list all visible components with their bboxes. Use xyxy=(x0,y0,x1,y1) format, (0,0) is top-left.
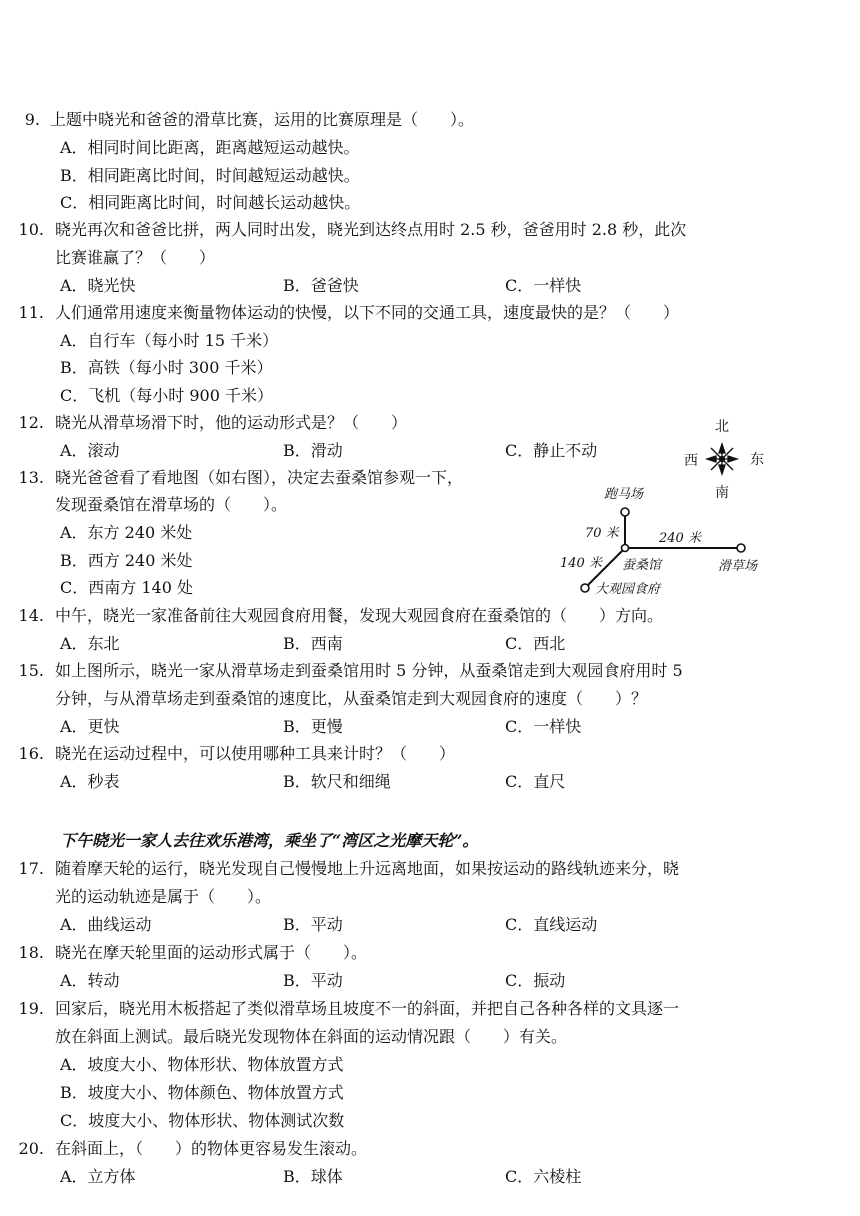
option-b: B．平动 xyxy=(283,971,343,990)
compass-west-label: 西 xyxy=(684,453,698,469)
option-a: A．更快 xyxy=(60,717,120,736)
distance-racecourse-label: 70 米 xyxy=(585,526,619,541)
question-text: 中午，晓光一家准备前往大观园食府用餐，发现大观园食府在蚕桑馆的（ ）方向。 xyxy=(55,606,664,625)
option-c: C．相同距离比时间，时间越长运动越快。 xyxy=(60,193,361,212)
question-text: 在斜面上，（ ）的物体更容易发生滚动。 xyxy=(55,1139,368,1158)
question-text: 随着摩天轮的运行，晓光发现自己慢慢地上升远离地面，如果按运动的路线轨迹来分，晓 xyxy=(55,859,680,878)
option-b: B．滑动 xyxy=(283,441,343,460)
question-number: 10. xyxy=(18,220,44,239)
question-text: 分钟，与从滑草场走到蚕桑馆的速度比，从蚕桑馆走到大观园食府的速度（ ）？ xyxy=(55,689,648,708)
option-c: C．西北 xyxy=(505,634,566,653)
option-b: B．相同距离比时间，时间越短运动越快。 xyxy=(60,166,360,185)
question-text: 上题中晓光和爸爸的滑草比赛，运用的比赛原理是（ ）。 xyxy=(50,110,475,129)
question-text: 如上图所示，晓光一家从滑草场走到蚕桑馆用时 5 分钟，从蚕桑馆走到大观园食府用时 5 xyxy=(55,661,683,680)
option-c: C．西南方 140 处 xyxy=(60,578,193,597)
option-b: B．球体 xyxy=(283,1167,343,1186)
option-c: C．飞机（每小时 900 千米） xyxy=(60,386,273,405)
racecourse-label: 跑马场 xyxy=(604,487,644,502)
question-number: 14. xyxy=(18,606,44,625)
compass-east-label: 东 xyxy=(750,452,764,468)
option-a: A．相同时间比距离，距离越短运动越快。 xyxy=(60,138,360,157)
question-text: 发现蚕桑馆在滑草场的（ ）。 xyxy=(55,495,288,514)
distance-grass-slide-label: 240 米 xyxy=(659,531,701,546)
question-text: 晓光在运动过程中，可以使用哪种工具来计时？（ ） xyxy=(55,744,456,763)
silk-museum-label: 蚕桑馆 xyxy=(622,558,662,573)
map-diagram xyxy=(552,412,782,602)
question-number: 16. xyxy=(18,744,44,763)
restaurant-label: 大观园食府 xyxy=(595,582,661,597)
option-a: A．晓光快 xyxy=(60,276,136,295)
option-b: B．平动 xyxy=(283,915,343,934)
question-text: 人们通常用速度来衡量物体运动的快慢，以下不同的交通工具，速度最快的是？（ ） xyxy=(55,303,680,322)
section-intro: 下午晓光一家人去往欢乐港湾，乘坐了“湾区之光摩天轮”。 xyxy=(60,831,479,850)
option-b: B．西南 xyxy=(283,634,343,653)
grass-slide-label: 滑草场 xyxy=(718,559,758,574)
option-b: B．坡度大小、物体颜色、物体放置方式 xyxy=(60,1083,344,1102)
option-a: A．坡度大小、物体形状、物体放置方式 xyxy=(60,1055,344,1074)
question-text: 放在斜面上测试。最后晓光发现物体在斜面的运动情况跟（ ）有关。 xyxy=(55,1027,568,1046)
question-number: 17. xyxy=(18,859,44,878)
question-text: 比赛谁赢了？（ ） xyxy=(55,248,216,267)
question-number: 15. xyxy=(18,661,44,680)
silk-museum-point xyxy=(622,545,629,552)
question-number: 13. xyxy=(18,468,44,487)
question-number: 19. xyxy=(18,999,44,1018)
option-c: C．坡度大小、物体形状、物体测试次数 xyxy=(60,1111,345,1130)
option-b: B．爸爸快 xyxy=(283,276,359,295)
question-text: 光的运动轨迹是属于（ ）。 xyxy=(55,887,272,906)
option-c: C．直线运动 xyxy=(505,915,598,934)
option-a: A．立方体 xyxy=(60,1167,136,1186)
compass-rose-icon xyxy=(707,444,737,474)
option-c: C．直尺 xyxy=(505,772,566,791)
question-text: 晓光爸爸看了看地图（如右图），决定去蚕桑馆参观一下， xyxy=(55,468,464,487)
option-a: A．曲线运动 xyxy=(60,915,152,934)
restaurant-point xyxy=(581,584,589,592)
option-b: B．高铁（每小时 300 千米） xyxy=(60,358,273,377)
option-a: A．转动 xyxy=(60,971,120,990)
option-a: A．东北 xyxy=(60,634,120,653)
question-text: 晓光从滑草场滑下时，他的运动形式是？（ ） xyxy=(55,413,408,432)
question-number: 11. xyxy=(18,303,44,322)
question-text: 回家后，晓光用木板搭起了类似滑草场且坡度不一的斜面，并把自己各种各样的文具逐一 xyxy=(55,999,680,1018)
option-c: C．静止不动 xyxy=(505,441,598,460)
question-number: 9. xyxy=(24,110,40,129)
compass-north-label: 北 xyxy=(715,419,729,435)
option-a: A．东方 240 米处 xyxy=(60,523,193,542)
option-a: A．滚动 xyxy=(60,441,120,460)
option-a: A．自行车（每小时 15 千米） xyxy=(60,331,279,350)
question-text: 晓光再次和爸爸比拼，两人同时出发，晓光到达终点用时 2.5 秒，爸爸用时 2.8 秒，此次 xyxy=(55,220,687,239)
distance-restaurant-label: 140 米 xyxy=(560,556,602,571)
racecourse-point xyxy=(621,508,629,516)
option-c: C．六棱柱 xyxy=(505,1167,582,1186)
question-number: 12. xyxy=(18,413,44,432)
compass-south-label: 南 xyxy=(715,485,729,501)
option-b: B．更慢 xyxy=(283,717,343,736)
option-b: B．软尺和细绳 xyxy=(283,772,391,791)
question-text: 晓光在摩天轮里面的运动形式属于（ ）。 xyxy=(55,943,368,962)
option-b: B．西方 240 米处 xyxy=(60,551,193,570)
option-c: C．一样快 xyxy=(505,717,582,736)
question-number: 18. xyxy=(18,943,44,962)
question-number: 20. xyxy=(18,1139,44,1158)
option-a: A．秒表 xyxy=(60,772,120,791)
option-c: C．振动 xyxy=(505,971,566,990)
grass-slide-point xyxy=(737,544,745,552)
option-c: C．一样快 xyxy=(505,276,582,295)
